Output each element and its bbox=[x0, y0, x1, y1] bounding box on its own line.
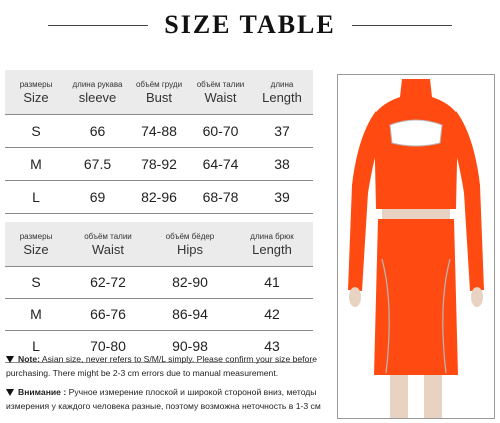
table-cell: 60-70 bbox=[190, 114, 251, 147]
table-cell: 82-96 bbox=[128, 180, 190, 213]
table-cell: L bbox=[5, 330, 67, 362]
note-text: Ручное измерение плоской и широкой стороной вниз, методы измерения у каждого человека разные, поэтому возможна неточность в 1-3 см bbox=[6, 387, 321, 411]
dress-illustration bbox=[338, 75, 494, 418]
right-hand bbox=[471, 287, 483, 307]
header-en: Size bbox=[23, 89, 49, 105]
page-title: SIZE TABLE bbox=[164, 10, 336, 39]
header-en: Size bbox=[23, 241, 49, 257]
table-cell: 74-88 bbox=[128, 114, 190, 147]
table-cell: 66 bbox=[67, 114, 128, 147]
table-cell: 42 bbox=[231, 298, 313, 330]
title-divider-right bbox=[352, 25, 452, 26]
midriff bbox=[382, 209, 450, 219]
right-leg bbox=[424, 375, 442, 418]
left-hand bbox=[349, 287, 361, 307]
table-cell: L bbox=[5, 180, 67, 213]
header-cell bbox=[128, 70, 190, 114]
table-row bbox=[5, 147, 313, 180]
header-cell bbox=[5, 70, 67, 114]
table-cell: 64-74 bbox=[190, 147, 251, 180]
table-row bbox=[5, 180, 313, 213]
table-cell: 37 bbox=[251, 114, 313, 147]
header-en: Bust bbox=[145, 89, 172, 105]
header-ru: размеры bbox=[19, 231, 53, 241]
table-row bbox=[5, 114, 313, 147]
header-ru: объём талии bbox=[196, 79, 245, 89]
table-cell: 82-90 bbox=[149, 266, 231, 298]
header-cell bbox=[5, 222, 67, 266]
bottom-size-table bbox=[5, 222, 313, 363]
table-cell: 67.5 bbox=[67, 147, 128, 180]
warning-triangle-icon bbox=[6, 389, 14, 396]
table-row bbox=[5, 266, 313, 298]
note-label: Внимание : bbox=[18, 387, 67, 397]
table-cell: 62-72 bbox=[67, 266, 149, 298]
top-size-table bbox=[5, 70, 313, 214]
table-row bbox=[5, 298, 313, 330]
table-cell: 70-80 bbox=[67, 330, 149, 362]
header-ru: размеры bbox=[19, 79, 53, 89]
table-cell: 86-94 bbox=[149, 298, 231, 330]
header-en: Hips bbox=[176, 241, 203, 257]
table-cell: S bbox=[5, 114, 67, 147]
header-en: Length bbox=[252, 241, 292, 257]
header-ru: длина bbox=[270, 79, 294, 89]
header-en: sleeve bbox=[78, 89, 117, 105]
left-leg bbox=[390, 375, 408, 418]
table-cell: 90-98 bbox=[149, 330, 231, 362]
product-photo bbox=[337, 74, 495, 419]
table-cell: 43 bbox=[231, 330, 313, 362]
table-cell: 38 bbox=[251, 147, 313, 180]
header-en: Length bbox=[262, 89, 302, 105]
header-ru: объём талии bbox=[84, 231, 132, 241]
table-cell: 66-76 bbox=[67, 298, 149, 330]
note-english bbox=[6, 352, 336, 380]
skirt bbox=[374, 219, 458, 375]
header-cell bbox=[67, 70, 128, 114]
header-cell bbox=[149, 222, 231, 266]
header-en: Waist bbox=[91, 241, 125, 257]
table-cell: 39 bbox=[251, 180, 313, 213]
header-ru: объём груди bbox=[135, 79, 183, 89]
note-text: Asian size, never refers to S/M/L simply. Please confirm your size before purchasing. There might be 2-3 cm errors due to manual measurement. bbox=[6, 354, 317, 378]
table-cell: 69 bbox=[67, 180, 128, 213]
header-cell bbox=[231, 222, 313, 266]
header-en: Waist bbox=[204, 89, 237, 105]
table-cell: M bbox=[5, 147, 67, 180]
table-cell: S bbox=[5, 266, 67, 298]
note-russian bbox=[6, 385, 336, 413]
chest-cutout bbox=[390, 120, 442, 146]
size-table-title bbox=[0, 10, 500, 40]
table-cell: 78-92 bbox=[128, 147, 190, 180]
header-cell bbox=[190, 70, 251, 114]
table-cell: 41 bbox=[231, 266, 313, 298]
table-header-row bbox=[5, 70, 313, 114]
header-ru: длина брюк bbox=[250, 231, 294, 241]
note-label: Note: bbox=[18, 354, 40, 364]
header-ru: длина рукава bbox=[72, 79, 123, 89]
title-divider-left bbox=[48, 25, 148, 26]
header-cell bbox=[251, 70, 313, 114]
table-cell: 68-78 bbox=[190, 180, 251, 213]
table-cell: M bbox=[5, 298, 67, 330]
header-cell bbox=[67, 222, 149, 266]
table-header-row bbox=[5, 222, 313, 266]
header-ru: объём бёдер bbox=[165, 231, 215, 241]
warning-triangle-icon bbox=[6, 356, 14, 363]
